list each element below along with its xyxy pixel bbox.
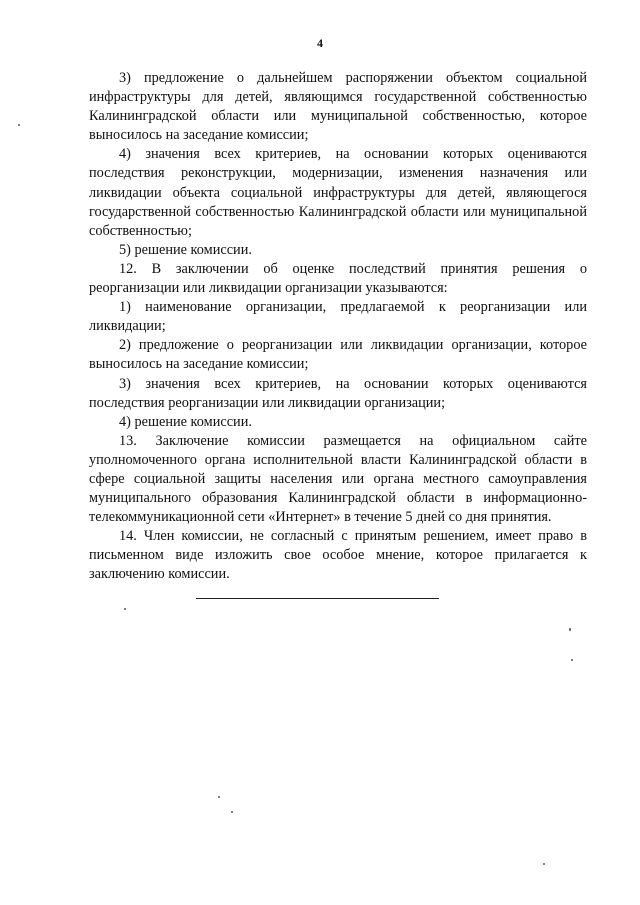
end-separator-line [196,598,439,599]
paragraph-clause-12-item-2: 2) предложение о реорганизации или ликвидации организации, которое выносилось на заседание комиссии; [89,337,587,373]
paragraph-clause-13: 13. Заключение комиссии размещается на официальном сайте уполномоченного органа исполнительной власти Калининградской области в сфере социальной защиты населения или органа местного самоуправления муниципального образования Калининградской области в информационно-телекоммуникационной сети «Интернет» в течение 5 дней со дня принятия. [89,432,587,526]
page-number: 4 [317,36,323,50]
paragraph-item-3-proposal: 3) предложение о дальнейшем распоряжении объектом социальной инфраструктуры для детей, являющимся государственной собственностью Калининградской области или муниципальной собственностью, которое выносилось на заседание комиссии; [89,70,587,144]
scan-speck [571,659,573,661]
paragraph-item-5-decision: 5) решение комиссии. [119,241,252,258]
paragraph-clause-12-item-4: 4) решение комиссии. [119,413,252,430]
scan-speck [543,863,545,865]
paragraph-clause-14: 14. Член комиссии, не согласный с принятым решением, имеет право в письменном виде изложить свое особое мнение, которое прилагается к заключению комиссии. [89,528,587,583]
paragraph-clause-12-item-1: 1) наименование организации, предлагаемой к реорганизации или ликвидации; [89,299,587,335]
scan-speck [569,628,571,631]
scan-speck [231,811,233,813]
paragraph-clause-12-item-3: 3) значения всех критериев, на основании которых оцениваются последствия реорганизации или ликвидации организации; [89,375,587,411]
paragraph-item-4-criteria: 4) значения всех критериев, на основании которых оцениваются последствия реконструкции, модернизации, изменения назначения или ликвидации объекта социальной инфраструктуры для детей, являющегося государственной собственностью Калининградской области или муниципальной собственностью; [89,146,587,239]
paragraph-clause-12: 12. В заключении об оценке последствий принятия решения о реорганизации или ликвидации организации указываются: [89,260,587,297]
scan-speck [124,608,126,610]
document-body [89,69,587,585]
scan-speck [18,124,20,126]
scan-speck [218,796,220,798]
